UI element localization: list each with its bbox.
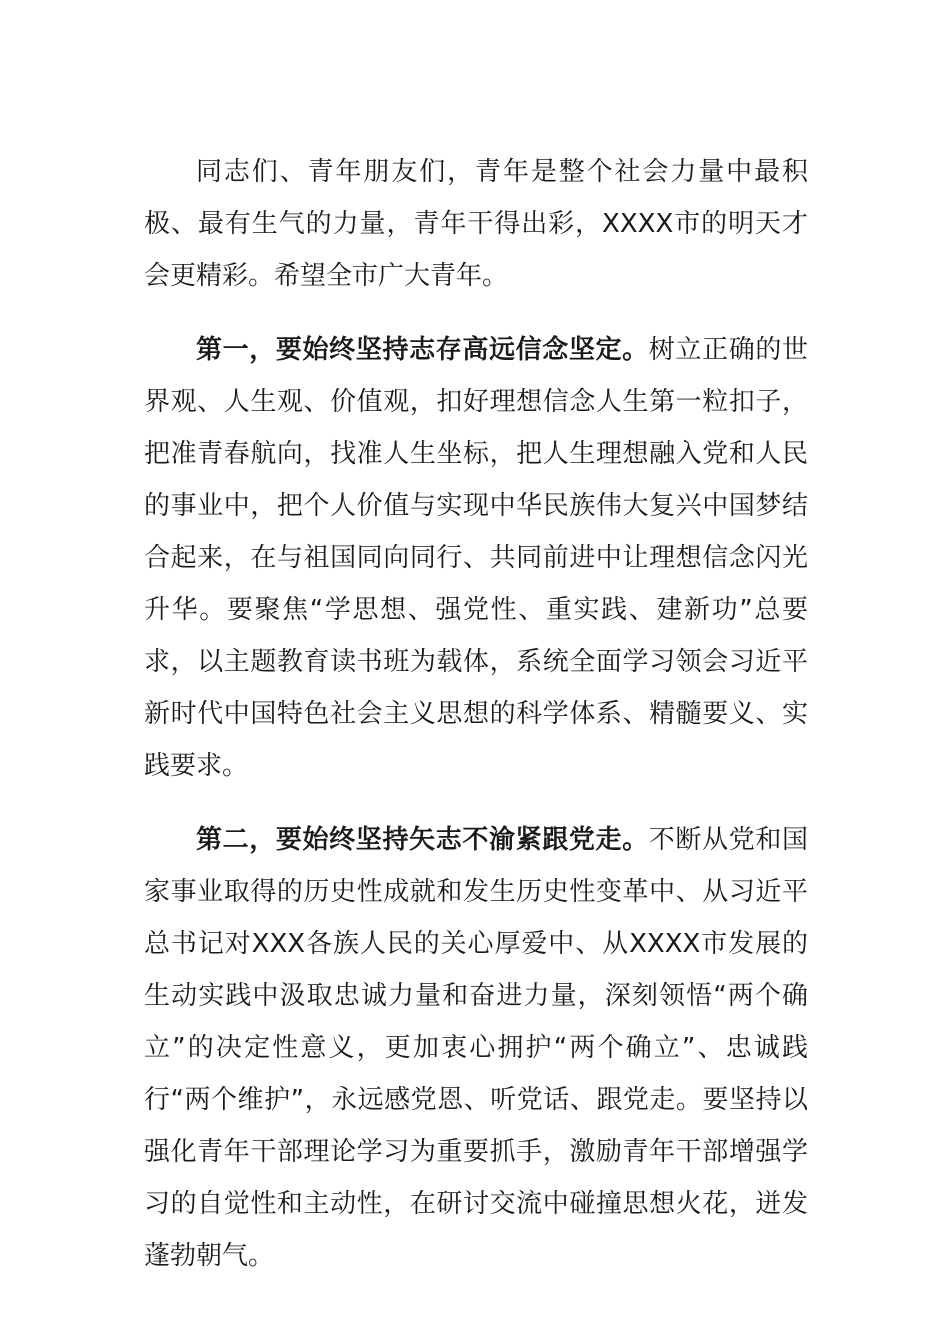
paragraph-point-two-text: 不断从党和国家事业取得的历史性成就和发生历史性变革中、从习近平总书记对XXX各族人民的关心厚爱中、从XXXX市发展的生动实践中汲取忠诚力量和奋进力量，深刻领悟“两个确立”的决定性意义，更加衷心拥护“两个确立”、忠诚践行“两个维护”，永远感党恩、听党话、跟党走。要坚持以强化青年干部理论学习为重要抓手，激励青年干部增强学习的自觉性和主动性，在研讨交流中碰撞思想火花，迸发蓬勃朝气。 bbox=[144, 825, 808, 1271]
document-page bbox=[144, 146, 808, 1304]
paragraph-intro-text: 同志们、青年朋友们，青年是整个社会力量中最积极、最有生气的力量，青年干得出彩，XXXX市的明天才会更精彩。希望全市广大青年。 bbox=[144, 157, 808, 291]
paragraph-point-two bbox=[144, 814, 808, 1282]
paragraph-point-one-heading: 第一，要始终坚持志存高远信念坚定。 bbox=[196, 335, 649, 365]
paragraph-point-two-heading: 第二，要始终坚持矢志不渝紧跟党走。 bbox=[196, 825, 649, 855]
paragraph-point-one-text: 树立正确的世界观、人生观、价值观，扣好理想信念人生第一粒扣子，把准青春航向，找准人生坐标，把人生理想融入党和人民的事业中，把个人价值与实现中华民族伟大复兴中国梦结合起来，在与祖国同向同行、共同前进中让理想信念闪光升华。要聚焦“学思想、强党性、重实践、建新功”总要求，以主题教育读书班为载体，系统全面学习领会习近平新时代中国特色社会主义思想的科学体系、精髓要义、实践要求。 bbox=[144, 335, 808, 781]
paragraph-point-one bbox=[144, 324, 808, 792]
paragraph-intro bbox=[144, 146, 808, 302]
